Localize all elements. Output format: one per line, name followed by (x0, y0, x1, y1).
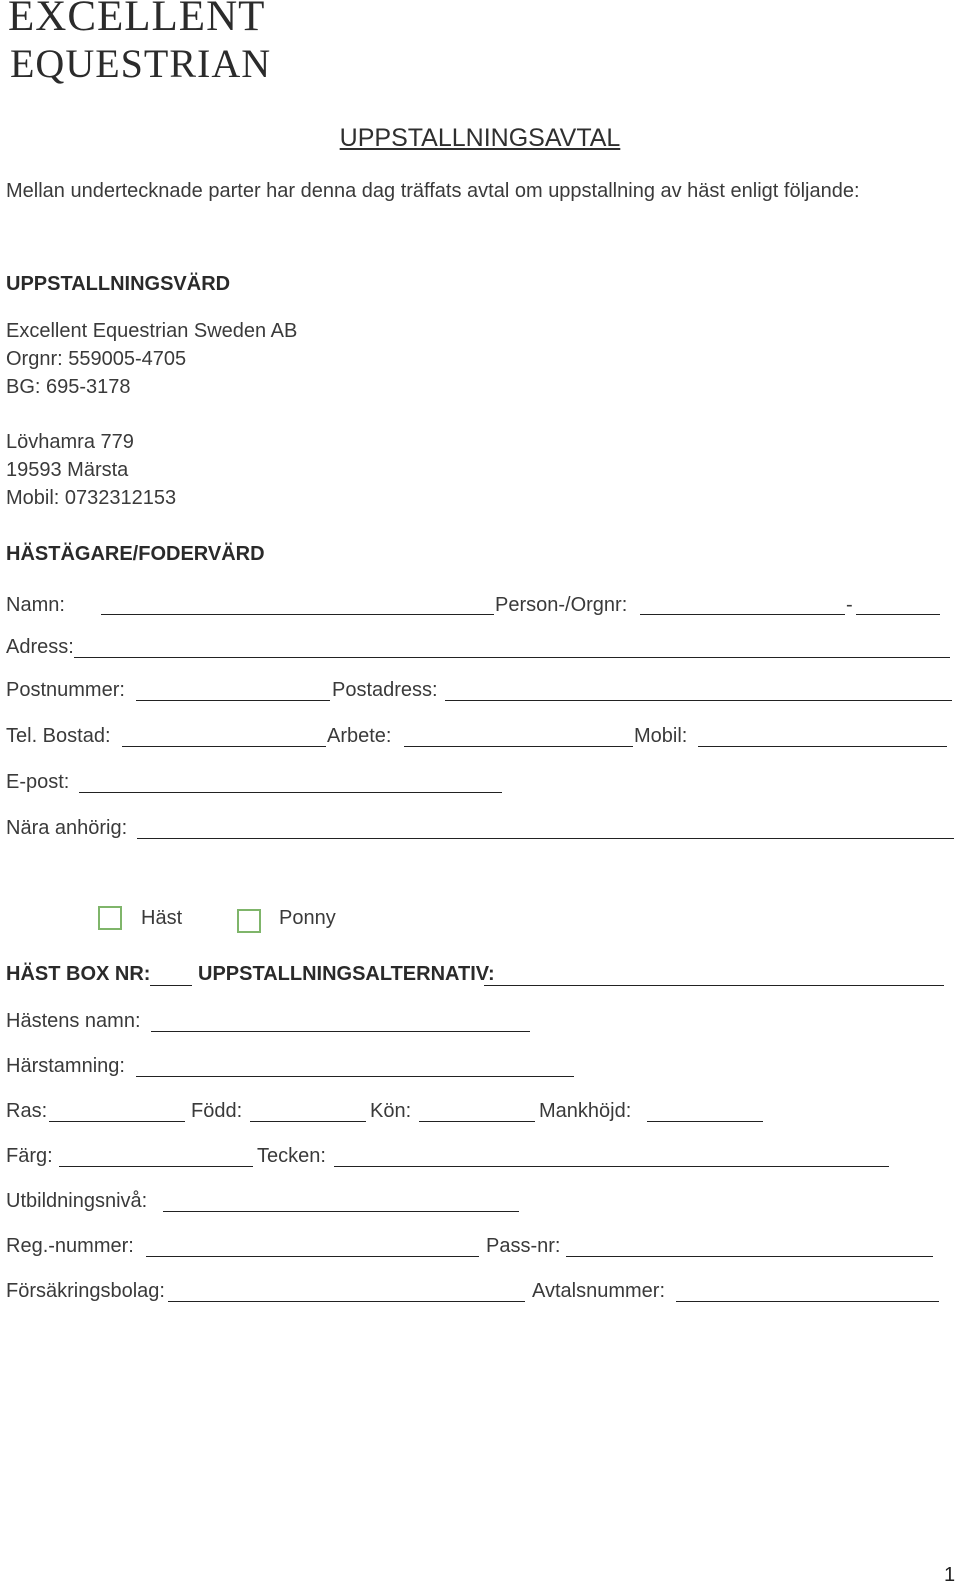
lineage-label: Härstamning: (6, 1055, 125, 1077)
insurer-label: Försäkringsbolag: (6, 1280, 165, 1302)
address-label: Adress: (6, 636, 74, 658)
host-heading: UPPSTALLNINGSVÄRD (6, 273, 231, 295)
reg-number-field[interactable] (146, 1256, 479, 1257)
contract-number-field[interactable] (676, 1301, 939, 1302)
passport-number-field[interactable] (566, 1256, 933, 1257)
markings-field[interactable] (334, 1166, 889, 1167)
horse-checkbox[interactable] (98, 906, 122, 930)
stabling-alternative-label: UPPSTALLNINGSALTERNATIV: (198, 963, 495, 985)
insurer-field[interactable] (168, 1301, 525, 1302)
education-label: Utbildningsnivå: (6, 1190, 148, 1212)
email-field[interactable] (79, 792, 502, 793)
host-orgnr: Orgnr: 559005-4705 (6, 348, 187, 370)
markings-label: Tecken: (257, 1145, 326, 1167)
postnr-label: Postnummer: (6, 679, 125, 701)
box-number-field[interactable] (150, 985, 192, 986)
height-field[interactable] (647, 1121, 763, 1122)
person-orgnr-suffix-field[interactable] (856, 614, 940, 615)
relative-field[interactable] (137, 838, 954, 839)
pony-checkbox[interactable] (237, 909, 261, 933)
name-field[interactable] (101, 614, 494, 615)
stabling-alternative-field[interactable] (484, 985, 944, 986)
born-label: Född: (191, 1100, 243, 1122)
color-label: Färg: (6, 1145, 53, 1167)
contract-number-label: Avtalsnummer: (532, 1280, 666, 1302)
host-bg: BG: 695-3178 (6, 376, 131, 398)
person-orgnr-field[interactable] (640, 614, 845, 615)
lineage-field[interactable] (136, 1076, 574, 1077)
box-number-label: HÄST BOX NR: (6, 963, 151, 985)
sex-field[interactable] (419, 1121, 535, 1122)
address-field[interactable] (74, 657, 950, 658)
relative-label: Nära anhörig: (6, 817, 128, 839)
education-field[interactable] (163, 1211, 519, 1212)
mobile-field[interactable] (698, 746, 947, 747)
document-title: UPPSTALLNINGSAVTAL (339, 124, 621, 152)
tel-home-label: Tel. Bostad: (6, 725, 111, 747)
mobile-label: Mobil: (634, 725, 688, 747)
logo-line-1: EXCELLENT (8, 0, 266, 40)
horse-option-label: Häst (141, 907, 183, 929)
sex-label: Kön: (370, 1100, 412, 1122)
name-label: Namn: (6, 594, 65, 616)
height-label: Mankhöjd: (539, 1100, 632, 1122)
host-company: Excellent Equestrian Sweden AB (6, 320, 298, 342)
tel-work-label: Arbete: (327, 725, 392, 747)
tel-work-field[interactable] (404, 746, 633, 747)
email-label: E-post: (6, 771, 70, 793)
breed-field[interactable] (49, 1121, 185, 1122)
tel-home-field[interactable] (122, 746, 326, 747)
color-field[interactable] (59, 1166, 253, 1167)
pony-option-label: Ponny (279, 907, 336, 929)
horse-name-label: Hästens namn: (6, 1010, 141, 1032)
breed-label: Ras: (6, 1100, 48, 1122)
horse-name-field[interactable] (151, 1031, 530, 1032)
born-field[interactable] (250, 1121, 366, 1122)
reg-number-label: Reg.-nummer: (6, 1235, 134, 1257)
host-mobile: Mobil: 0732312153 (6, 487, 177, 509)
logo-line-2: EQUESTRIAN (10, 41, 272, 86)
person-orgnr-separator: - (846, 594, 853, 616)
host-city: 19593 Märsta (6, 459, 129, 481)
intro-text: Mellan undertecknade parter har denna dag träffats avtal om uppstallning av häst enligt följande: (6, 180, 860, 202)
host-street: Lövhamra 779 (6, 431, 134, 453)
postaddress-label: Postadress: (332, 679, 438, 701)
passport-number-label: Pass-nr: (486, 1235, 561, 1257)
owner-heading: HÄSTÄGARE/FODERVÄRD (6, 543, 265, 565)
postaddress-field[interactable] (445, 700, 952, 701)
person-orgnr-label: Person-/Orgnr: (495, 594, 628, 616)
page-number: 1 (944, 1564, 956, 1586)
postnr-field[interactable] (136, 700, 330, 701)
